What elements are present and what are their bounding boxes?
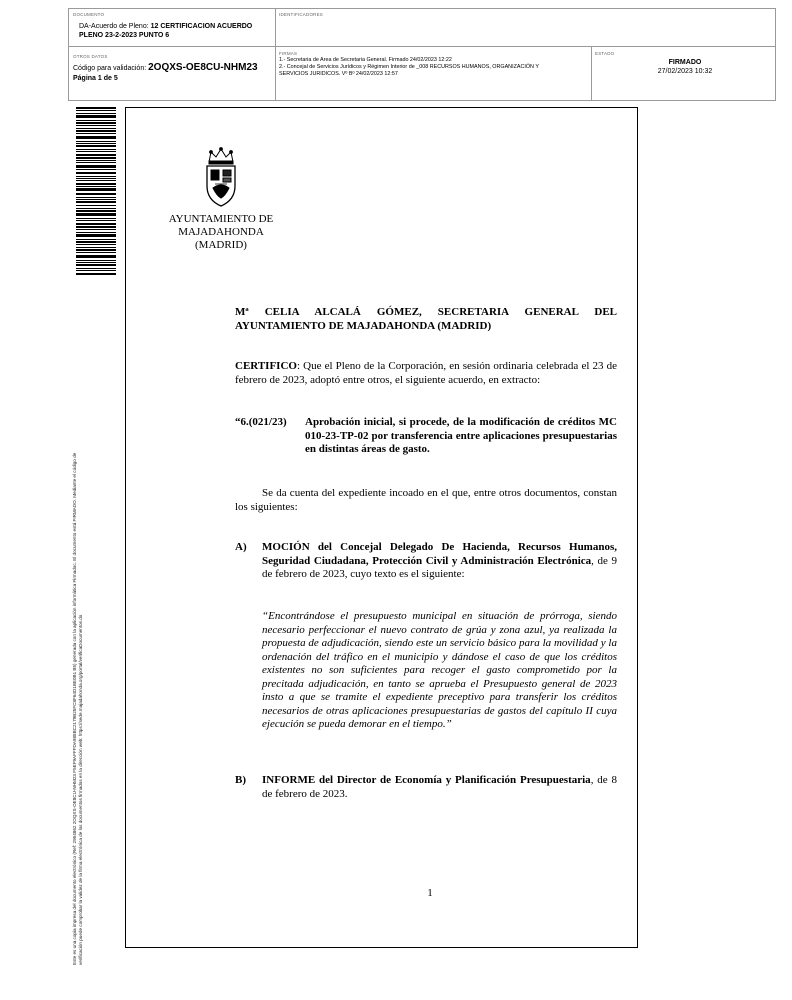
barcode-bar <box>76 223 116 225</box>
barcode-bar <box>76 154 116 156</box>
barcode-bar <box>76 113 116 114</box>
barcode-bar <box>76 122 116 124</box>
barcode-bar <box>76 141 116 142</box>
barcode-bar <box>76 149 116 150</box>
barcode-bar <box>76 234 116 237</box>
barcode-bar <box>76 183 116 185</box>
barcode-bar <box>76 239 116 240</box>
agenda-item-title: Aprobación inicial, si procede, de la modificación de créditos MC 010-23-TP-02 por transferencia entre aplicaciones presupuestarias en distintas áreas de gasto. <box>305 416 617 455</box>
barcode-bar <box>76 176 116 177</box>
documento-value: DA-Acuerdo de Pleno: 12 CERTIFICACION ACUERDO PLENO 23-2-2023 PUNTO 6 <box>79 23 253 39</box>
coat-of-arms-icon <box>203 146 239 208</box>
barcode-bar <box>76 172 116 174</box>
validation-code-value[interactable]: 2OQXS-OE8CU-NHM23 <box>148 62 258 73</box>
otros-datos-caption: OTROS DATOS <box>73 54 108 59</box>
section-b-label: B) <box>235 774 246 786</box>
barcode-bar <box>76 208 116 209</box>
barcode-bar <box>76 262 116 263</box>
barcode-bar <box>76 247 116 248</box>
barcode-bar <box>76 133 116 134</box>
certificate-heading: Mª CELIA ALCALÁ GÓMEZ, SECRETARIA GENERAL DEL AYUNTAMIENTO DE MAJADAHONDA (MADRID) <box>235 306 617 332</box>
barcode-bar <box>76 136 116 139</box>
barcode-bar <box>76 157 116 159</box>
barcode-bar <box>76 186 116 187</box>
header-divider <box>275 9 276 100</box>
barcode-bar <box>76 232 116 233</box>
barcode-bar <box>76 270 116 271</box>
firmas-caption: FIRMAS <box>279 51 298 56</box>
identificadores-caption: IDENTIFICADORES <box>279 12 324 17</box>
barcode-bar <box>76 160 116 161</box>
barcode-bar <box>76 125 116 126</box>
status-badge: FIRMADO 27/02/2023 10:32 <box>657 59 713 75</box>
barcode-bar <box>76 205 116 206</box>
motion-quote: “Encontrándose el presupuesto municipal en situación de prórroga, siendo necesario perfeccionar el nuevo contrato de grúa y zona azul, ya realizada la propuesta de adjudicación, siendo este un servicio básico para la movilidad y la ordenación del tráfico en el municipio y dándose el caso de que los créditos existentes no son suficientes para recoger el gasto comprometido por la precitada adjudicación, en tanto se aprueba el Presupuesto general de 2023 insto a que se tramite el expediente preceptivo para transferir los créditos necesarios de otras aplicaciones presupuestarias de gastos del capítulo II cuya ejecución se pueda demorar en el tiempo.” <box>262 610 617 730</box>
barcode-bar <box>76 213 116 216</box>
barcode-bar <box>76 107 116 109</box>
barcode-bar <box>76 120 116 121</box>
barcode-bar <box>76 115 116 118</box>
intro-paragraph: Se da cuenta del expediente incoado en el que, entre otros documentos, constan los siguientes: <box>235 487 617 513</box>
barcode-bar <box>76 255 116 258</box>
barcode-bar <box>76 180 116 181</box>
page-count: Página 1 de 5 <box>73 75 118 82</box>
barcode-bar <box>76 162 116 163</box>
barcode-bar <box>76 244 116 245</box>
barcode-bar <box>76 197 116 198</box>
barcode-bar <box>76 188 116 191</box>
barcode-bar <box>76 151 116 152</box>
barcode-bar <box>76 229 116 230</box>
certifico-paragraph: CERTIFICO: Que el Pleno de la Corporación, en sesión ordinaria celebrada el 23 de febrero de 2023, adoptó entre otros, el siguiente acuerdo, en extracto: <box>235 360 617 386</box>
barcode-bar <box>76 268 116 269</box>
barcode-bar <box>76 143 116 144</box>
validation-code: Código para validación: 2OQXS-OE8CU-NHM23 <box>73 62 258 73</box>
barcode-bar <box>76 201 116 203</box>
barcode-bar <box>76 273 116 275</box>
page-number: 1 <box>427 887 433 899</box>
header-divider <box>591 46 592 100</box>
barcode <box>76 107 116 277</box>
barcode-bar <box>76 193 116 195</box>
barcode-bar <box>76 210 116 212</box>
barcode-bar <box>76 264 116 266</box>
barcode-bar <box>76 169 116 170</box>
section-b-paragraph: INFORME del Director de Economía y Planificación Presupuestaria, de 8 de febrero de 2023. <box>262 774 617 800</box>
barcode-bar <box>76 199 116 200</box>
estado-caption: ESTADO <box>595 51 615 56</box>
barcode-bar <box>76 249 116 251</box>
barcode-bar <box>76 260 116 261</box>
barcode-bar <box>76 241 116 243</box>
verification-sidebar-text: Este es una copia impresa del documento electrónico (Ref: 2954862 2OQXS-OE8CU-NHM23 F5EF9AFFFDA988BC2179B25FC8F64D1BE0B1 B5) generada con la aplicación informática Firmadoc. El documento está FIRMADO. Mediante el código de verificación puede comprobar la validez de la firma electrónica de los documentos firmados en la dirección web: https://sede.majadahonda.org/portal/verificaDocumentos.do <box>72 452 83 965</box>
signatures-list: 1.- Secretaria de Area de Secretaria General. Firmado 24/02/2023 12:22 2.- Concejal de Servicios Jurídicos y Régimen Interior de _008 RECURSOS HUMANOS, ORGANIZACIÓN Y SERVICIOS JURIDICOS. Vº Bº 24/02/2023 12:57 <box>279 57 539 77</box>
barcode-bar <box>76 128 116 129</box>
barcode-bar <box>76 226 116 228</box>
barcode-bar <box>76 178 116 179</box>
barcode-bar <box>76 130 116 132</box>
section-a-paragraph: MOCIÓN del Concejal Delegado De Hacienda, Recursos Humanos, Seguridad Ciudadana, Protección Civil y Administración Electrónica, de 9 de febrero de 2023, cuyo texto es el siguiente: <box>262 541 617 580</box>
barcode-bar <box>76 252 116 253</box>
barcode-bar <box>76 110 116 111</box>
barcode-bar <box>76 218 116 219</box>
organization-name: AYUNTAMIENTO DE MAJADAHONDA (MADRID) <box>168 213 274 251</box>
documento-caption: DOCUMENTO <box>73 12 105 17</box>
header-divider <box>69 46 775 47</box>
agenda-item-number: “6.(021/23) <box>235 416 287 428</box>
section-a-label: A) <box>235 541 247 553</box>
barcode-bar <box>76 145 116 147</box>
barcode-bar <box>76 220 116 221</box>
document-header <box>68 8 776 101</box>
barcode-bar <box>76 165 116 168</box>
